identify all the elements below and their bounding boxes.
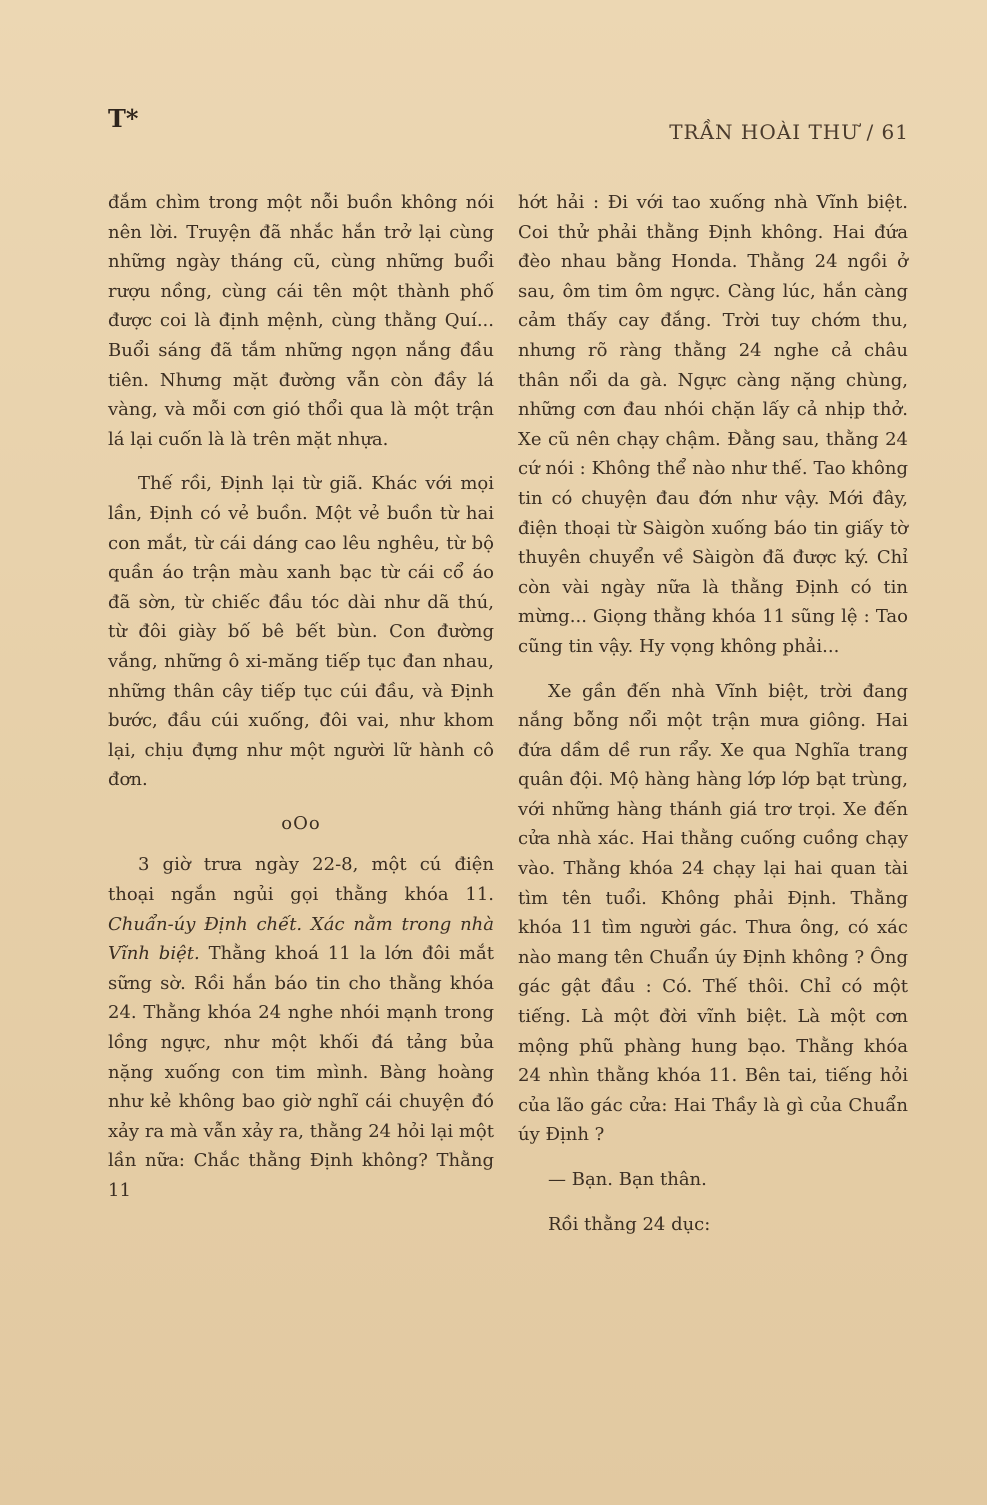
left-paragraph-3-start: 3 giờ trưa ngày 22-8, một cú điện thoại ngắn ngủi gọi thằng khóa 11. — [108, 854, 494, 906]
running-head: TRẦN HOÀI THƯ / 61 — [669, 120, 909, 144]
left-paragraph-3-italic: Chuẩn-úy Định chết. Xác nằm trong nhà Vĩnh biệt. — [108, 913, 494, 965]
left-paragraph-3-end: Thằng khoá 11 la lớn đôi mắt sững sờ. Rồi hắn báo tin cho thằng khóa 24. Thằng khóa 24 nghe nhói mạnh trong lồng ngực, như một khối đá tảng bủa nặng xuống con tim mình. Bàng hoàng như kẻ không bao giờ nghĩ cái chuyện đó xảy ra mà vẫn xảy ra, thằng 24 hỏi lại một lần nữa: Chắc thằng Định không? Thằng 11 — [108, 943, 494, 1201]
right-paragraph-2: Xe gần đến nhà Vĩnh biệt, trời đang nắng bỗng nổi một trận mưa giông. Hai đứa dầm dề run rẩy. Xe qua Nghĩa trang quân đội. Mộ hàng hàng lớp lớp bạt trùng, với những hàng thánh giá trơ trọi. Xe đến cửa nhà xác. Hai thằng cuống cuồng chạy vào. Thằng khóa 24 chạy lại hai quan tài tìm tên tuổi. Không phải Định. Thằng khóa 11 tìm người gác. Thưa ông, có xác nào mang tên Chuẩn úy Định không ? Ông gác gật đầu : Có. Thế thôi. Chỉ có một tiếng. Là một đời vĩnh biệt. Là một cơn mộng phũ phàng hung bạo. Thằng khóa 24 nhìn thằng khóa 11. Bên tai, tiếng hỏi của lão gác cửa: Hai Thầy là gì của Chuẩn úy Định ? — [518, 680, 908, 1146]
left-paragraph-3 — [108, 850, 494, 1205]
page-mark: T* — [108, 104, 139, 133]
left-paragraph-2: Thế rồi, Định lại từ giã. Khác với mọi lần, Định có vẻ buồn. Một vẻ buồn từ hai con mắt, từ cái dáng cao lêu nghêu, từ bộ quần áo trận màu xanh bạc từ cái cổ áo đã sờn, từ chiếc đầu tóc dài như dã thú, từ đôi giày bố bê bết bùn. Con đường vắng, những ô xi-măng tiếp tục đan nhau, những thân cây tiếp tục cúi đầu, và Định bước, đầu cúi xuống, đôi vai, như khom lại, chịu đựng như một người lữ hành cô đơn. — [108, 473, 494, 791]
left-column — [108, 188, 494, 1206]
right-paragraph-1: hớt hải : Đi với tao xuống nhà Vĩnh biệt. Coi thử phải thằng Định không. Hai đứa đèo nhau bằng Honda. Thằng 24 ngồi ở sau, ôm tim ôm ngực. Càng lúc, hắn càng cảm thấy cay đắng. Trời tuy chớm thu, nhưng rõ ràng thằng 24 nghe cả châu thân nổi da gà. Ngực càng nặng chùng, những cơn đau nhói chặn lấy cả nhịp thở. Xe cũ nên chạy chậm. Đằng sau, thằng 24 cứ nói : Không thể nào như thế. Tao không tin có chuyện đau đớn như vậy. Mới đây, điện thoại từ Sàigòn xuống báo tin giấy tờ thuyên chuyển về Sàigòn đã được ký. Chỉ còn vài ngày nữa là thằng Định có tin mừng... Giọng thằng khóa 11 sũng lệ : Tao cũng tin vậy. Hy vọng không phải... — [518, 192, 908, 657]
right-paragraph-4: Rồi thằng 24 dục: — [548, 1213, 711, 1235]
left-paragraph-1: đắm chìm trong một nỗi buồn không nói nên lời. Truyện đã nhắc hắn trở lại cùng những ngày tháng cũ, cùng những buổi rượu nồng, cùng cái tên một thành phố được coi là định mệnh, cùng thằng Quí... Buổi sáng đã tắm những ngọn nắng đầu tiên. Nhưng mặt đường vẫn còn đầy lá vàng, và mỗi cơn gió thổi qua là một trận lá lại cuốn là là trên mặt nhựa. — [108, 192, 494, 450]
right-paragraph-3: — Bạn. Bạn thân. — [548, 1169, 707, 1190]
section-separator: oOo — [281, 812, 321, 834]
right-column — [518, 188, 908, 1239]
